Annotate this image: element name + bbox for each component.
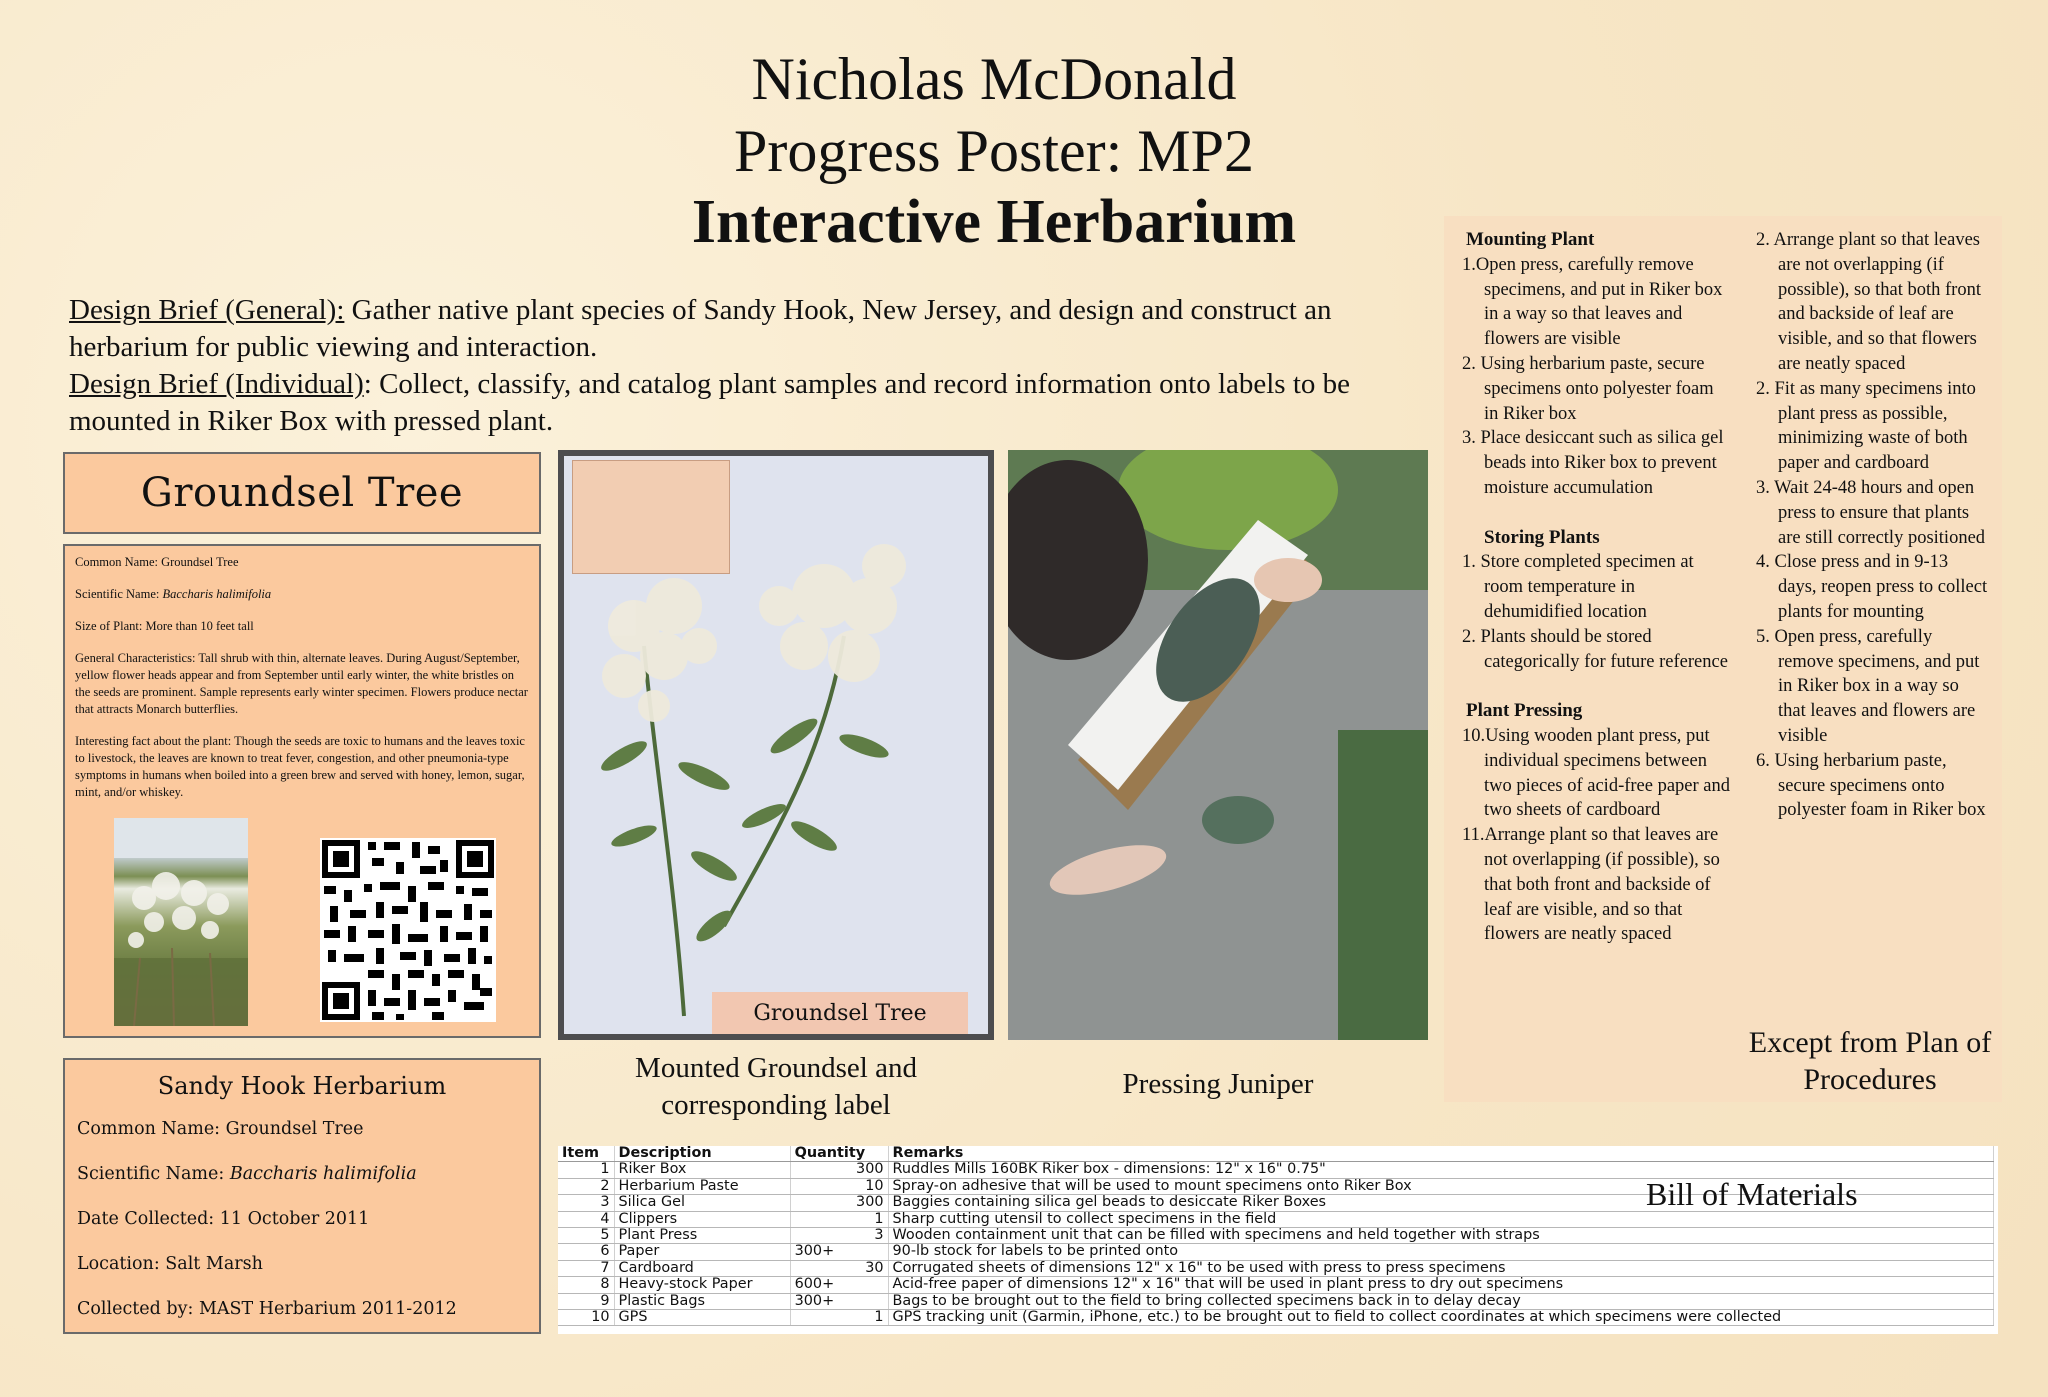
procedure-step: 6. Using herbarium paste, secure specimens onto polyester foam in Riker box xyxy=(1756,750,1986,821)
plan-of-procedures-panel xyxy=(1444,216,2002,1102)
bom-cell: 300+ xyxy=(790,1293,888,1309)
bom-cell: 7 xyxy=(558,1260,614,1276)
label-common-name: Common Name: Groundsel Tree xyxy=(77,1119,364,1139)
bom-row xyxy=(558,1260,1994,1276)
author-name: Nicholas McDonald xyxy=(751,46,1237,112)
bom-cell: Sharp cutting utensil to collect specimens in the field xyxy=(888,1211,1993,1227)
bom-cell: Heavy-stock Paper xyxy=(614,1277,790,1293)
info-interesting-fact: Interesting fact about the plant: Though the seeds are toxic to humans and the leaves toxic to livestock, the leaves are known to treat fever, congestion, and other pneumonia-type symptoms in humans when boiled into a green brew and served with honey, lemon, sugar, mint, and/or whiskey. xyxy=(75,734,525,799)
bom-cell: 90-lb stock for labels to be printed onto xyxy=(888,1244,1993,1260)
bom-cell: 30 xyxy=(790,1260,888,1276)
procedure-section-heading: Storing Plants xyxy=(1484,526,1600,548)
procedure-step: 5. Open press, carefully remove specimens, and put in Riker box in a way so that leaves and flowers are visible xyxy=(1756,626,1980,746)
bom-cell: Corrugated sheets of dimensions 12" x 16" to be used with press to press specimens xyxy=(888,1260,1993,1276)
bom-cell: Clippers xyxy=(614,1211,790,1227)
bom-cell: 3 xyxy=(790,1228,888,1244)
bom-cell: 1 xyxy=(558,1162,614,1178)
procedures-right-column xyxy=(1756,228,1990,823)
bom-cell: 1 xyxy=(790,1310,888,1326)
bom-row xyxy=(558,1244,1994,1260)
mounted-caption: Mounted Groundsel and corresponding label xyxy=(635,1052,917,1121)
mounted-specimen-photo xyxy=(558,450,994,1040)
procedure-step: 10.Using wooden plant press, put individual specimens between two pieces of acid-free paper and two sheets of cardboard xyxy=(1462,725,1731,821)
qr-code[interactable] xyxy=(320,838,496,1022)
pressing-juniper-photo xyxy=(1008,450,1428,1040)
bom-row xyxy=(558,1211,1994,1227)
procedure-step: 3. Place desiccant such as silica gel beads into Riker box to prevent moisture accumulation xyxy=(1462,428,1724,498)
label-location: Location: Salt Marsh xyxy=(77,1254,263,1274)
procedure-step: 2. Arrange plant so that leaves are not overlapping (if possible), so that both front and backside of leaf are visible, and so that flowers are neatly spaced xyxy=(1756,230,1981,374)
design-brief-general xyxy=(69,292,1409,366)
bom-cell: Wooden containment unit that can be filled with specimens and held together with straps xyxy=(888,1228,1993,1244)
bom-cell: Ruddles Mills 160BK Riker box - dimensions: 12" x 16" 0.75" xyxy=(888,1162,1993,1178)
poster-title: Interactive Herbarium xyxy=(691,188,1297,256)
design-brief-individual xyxy=(69,366,1409,440)
groundsel-heading-panel xyxy=(63,452,541,534)
procedure-step: 2. Using herbarium paste, secure specimens onto polyester foam in Riker box xyxy=(1462,353,1714,424)
groundsel-shrub-photo xyxy=(114,818,248,1026)
procedures-left-column xyxy=(1462,228,1732,947)
herbarium-label-card xyxy=(63,1058,541,1334)
procedure-step: 3. Wait 24-48 hours and open press to ensure that plants are still correctly positioned xyxy=(1756,477,1986,548)
bom-row xyxy=(558,1228,1994,1244)
procedure-step: 1. Store completed specimen at room temperature in dehumidified location xyxy=(1462,552,1694,622)
bom-cell: Herbarium Paste xyxy=(614,1178,790,1194)
procedure-step: 2. Fit as many specimens into plant press as possible, minimizing waste of both paper and cardboard xyxy=(1756,378,1976,474)
procedure-step: 1.Open press, carefully remove specimens, and put in Riker box in a way so that leaves and flowers are visible xyxy=(1462,254,1723,350)
bom-cell: Spray-on adhesive that will be used to mount specimens onto Riker Box xyxy=(888,1178,1993,1194)
bom-cell: Cardboard xyxy=(614,1260,790,1276)
bom-cell: GPS xyxy=(614,1310,790,1326)
pressing-caption: Pressing Juniper xyxy=(1122,1068,1314,1100)
bom-cell: 10 xyxy=(558,1310,614,1326)
poster-subtitle: Progress Poster: MP2 xyxy=(733,118,1255,184)
design-brief-general-label: Design Brief (General): xyxy=(69,294,345,326)
bom-cell: Bags to be brought out to the field to bring collected specimens back in to delay decay xyxy=(888,1293,1993,1309)
bom-cell: GPS tracking unit (Garmin, iPhone, etc.) to be brought out to field to collect coordinates at which specimens were collected xyxy=(888,1310,1993,1326)
bom-cell: 1 xyxy=(790,1211,888,1227)
bom-cell: 4 xyxy=(558,1211,614,1227)
bom-cell: 300 xyxy=(790,1195,888,1211)
bom-cell: Silica Gel xyxy=(614,1195,790,1211)
design-brief-individual-text: : Collect, classify, and catalog plant samples and record information onto labels to be mounted in Riker Box with pressed plant. xyxy=(69,368,1351,437)
design-brief-individual-label: Design Brief (Individual) xyxy=(69,368,364,400)
bom-cell: Plant Press xyxy=(614,1228,790,1244)
bom-title: Bill of Materials xyxy=(1646,1176,1858,1212)
info-common-name: Common Name: Groundsel Tree xyxy=(75,555,239,569)
procedure-section-heading: Plant Pressing xyxy=(1466,700,1583,722)
bom-cell: 2 xyxy=(558,1178,614,1194)
bom-column-header: Remarks xyxy=(888,1146,1993,1162)
procedures-caption: Except from Plan of Procedures xyxy=(1748,1026,1992,1096)
bom-cell: 5 xyxy=(558,1228,614,1244)
bom-column-header: Description xyxy=(614,1146,790,1162)
info-scientific-name: Scientific Name: Baccharis halimifolia xyxy=(75,587,272,601)
bom-column-header: Quantity xyxy=(790,1146,888,1162)
bom-cell: Paper xyxy=(614,1244,790,1260)
bom-cell: 300+ xyxy=(790,1244,888,1260)
bom-cell: 300 xyxy=(790,1162,888,1178)
label-collected-by: Collected by: MAST Herbarium 2011-2012 xyxy=(77,1299,457,1319)
bom-row xyxy=(558,1277,1994,1293)
bom-cell: 9 xyxy=(558,1293,614,1309)
specimen-label: Groundsel Tree xyxy=(712,992,968,1034)
label-scientific-name: Scientific Name: Baccharis halimifolia xyxy=(77,1164,417,1184)
bom-cell: Baggies containing silica gel beads to desiccate Riker Boxes xyxy=(888,1195,1993,1211)
label-date-collected: Date Collected: 11 October 2011 xyxy=(77,1209,370,1229)
bom-cell: Riker Box xyxy=(614,1162,790,1178)
bom-cell: 10 xyxy=(790,1178,888,1194)
bom-cell: 8 xyxy=(558,1277,614,1293)
bom-cell: Plastic Bags xyxy=(614,1293,790,1309)
procedure-spacer xyxy=(1462,674,1732,699)
bom-row xyxy=(558,1310,1994,1326)
design-brief-general-text: Gather native plant species of Sandy Hook, New Jersey, and design and construct an herbarium for public viewing and interaction. xyxy=(69,294,1332,363)
info-size: Size of Plant: More than 10 feet tall xyxy=(75,619,254,633)
procedure-spacer xyxy=(1462,501,1732,526)
bom-cell: Acid-free paper of dimensions 12" x 16" that will be used in plant press to dry out specimens xyxy=(888,1277,1993,1293)
bom-cell: 6 xyxy=(558,1244,614,1260)
bom-header-row xyxy=(558,1146,1994,1162)
bom-cell: 600+ xyxy=(790,1277,888,1293)
bom-row xyxy=(558,1293,1994,1309)
procedure-step: 4. Close press and in 9-13 days, reopen press to collect plants for mounting xyxy=(1756,552,1988,622)
info-general: General Characteristics: Tall shrub with thin, alternate leaves. During August/September, yellow flower heads appear and from September until early winter, the white bristles on the seeds are prominent. Sample represents early winter specimen. Flowers produce nectar that attracts Monarch butterflies. xyxy=(75,651,528,716)
bom-column-header: Item xyxy=(558,1146,614,1162)
procedure-step: 11.Arrange plant so that leaves are not overlapping (if possible), so that both front and backside of leaf are visible, and so that flowers are neatly spaced xyxy=(1462,825,1720,945)
groundsel-heading: Groundsel Tree xyxy=(140,470,464,516)
procedure-section-heading: Mounting Plant xyxy=(1466,229,1595,250)
procedure-step: 2. Plants should be stored categorically for future reference xyxy=(1462,626,1728,672)
label-card-heading: Sandy Hook Herbarium xyxy=(157,1072,447,1100)
bill-of-materials-table xyxy=(558,1146,1998,1334)
bom-cell: 3 xyxy=(558,1195,614,1211)
